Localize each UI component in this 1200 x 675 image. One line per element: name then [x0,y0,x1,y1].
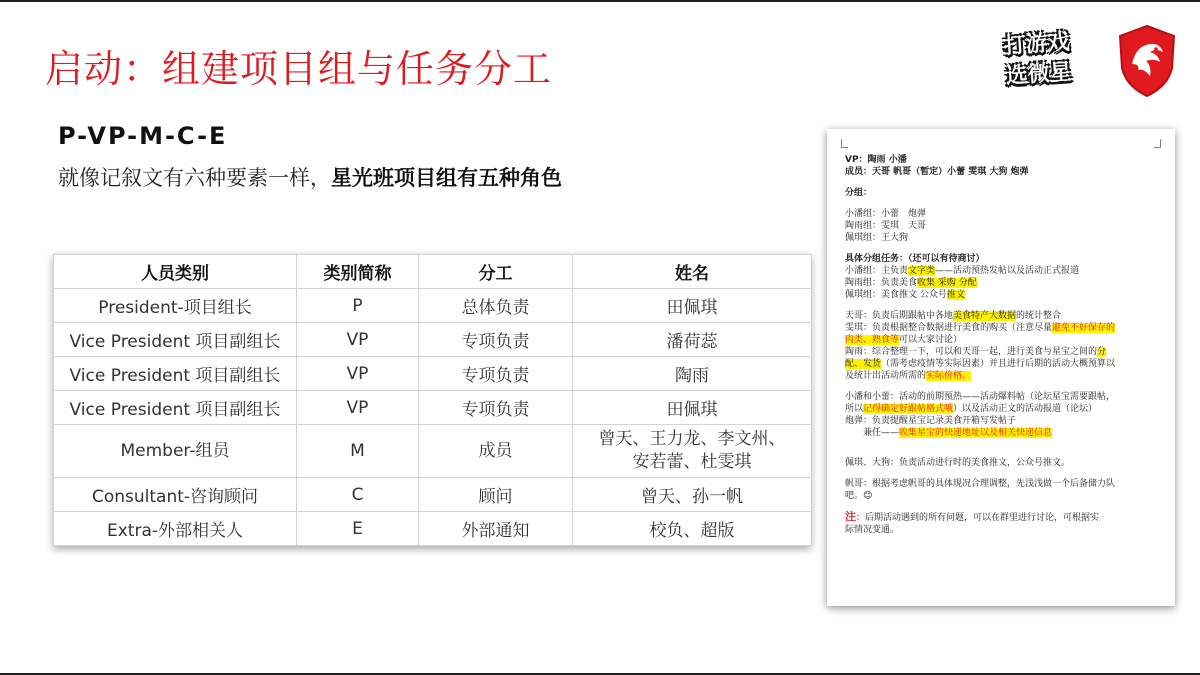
doc-text: 雯琪：负责根据整合数据进行美食的购买（注意尽量 [845,323,1053,333]
cell-abbrev: C [297,478,419,512]
table-row [54,289,812,323]
doc-line [845,403,1161,415]
table-header-row [54,255,812,289]
doc-line: 具体分组任务：（还可以有待商讨） [845,254,985,264]
cell-role-type: Member-组员 [54,425,297,478]
cell-names: 潘荷蕊 [573,323,812,357]
doc-text: （需考虑疫情等实际因素）并且进行后期的活动大概预算以 [881,359,1116,369]
doc-text: 陶雨：综合整理一下，可以和天哥一起，进行美食与星宝之间的 [845,347,1098,357]
doc-highlight: 推文 [946,290,965,300]
note-mark: 注 [845,511,856,523]
header-abbrev: 类别简称 [297,255,419,289]
cell-division: 专项负责 [419,357,573,391]
table-row [54,478,812,512]
doc-line: 成员：天哥 帆哥（暂定）小蕾 雯琪 大狗 炮弹 [845,167,1029,177]
doc-line: 陶雨组：雯琪 天哥 [845,221,927,231]
doc-line [845,277,1161,289]
doc-line [845,358,1161,370]
doc-line: 佩琪组：王大狗 [845,233,909,243]
cell-role-type: Vice President 项目副组长 [54,391,297,425]
doc-highlight: 肉类、熟食等 [845,335,900,345]
cell-abbrev: P [297,289,419,323]
doc-line [845,511,1161,524]
doc-text: 陶雨组：负责美食 [845,278,918,288]
doc-highlight: 避免不好保存的 [1052,323,1116,333]
doc-text: 可以大家讨论） [899,335,963,345]
page-corner-mark [1154,139,1161,148]
doc-highlight: 配、发货 [845,359,882,369]
cell-division: 成员 [419,425,573,478]
cell-role-type: Consultant-咨询顾问 [54,478,297,512]
slide-title: 启动：组建项目组与任务分工 [45,47,553,91]
doc-text: 兼任—— [845,428,900,438]
cell-division: 顾问 [419,478,573,512]
slogan-line-1: 打游戏 [1002,29,1071,60]
cell-names: 曾天、王力龙、李文州、 安若蕾、杜雯琪 [573,425,812,478]
document-text [845,154,1161,536]
cell-names: 陶雨 [573,357,812,391]
doc-text: 佩琪组：美食推文 公众号 [845,290,947,300]
doc-text: 小潘组：主负责 [845,266,909,276]
cell-division: 专项负责 [419,391,573,425]
doc-highlight: 分 [1097,347,1107,357]
doc-highlight: 美食特产大数据 [953,311,1017,321]
cell-abbrev: VP [297,323,419,357]
task-document-screenshot [827,129,1175,606]
page-corner-mark [841,139,848,148]
doc-line [845,427,1161,439]
desc-normal: 就像记叙文有六种要素一样， [58,166,331,190]
table-row [54,357,812,391]
doc-line: 吧。😊 [845,491,873,501]
cell-names: 曾天、孙一帆 [573,478,812,512]
doc-line [845,322,1161,334]
cell-abbrev: E [297,512,419,546]
doc-text: 天哥：负责后期跟帖中各地 [845,311,954,321]
doc-line [845,289,1161,301]
doc-line: 小潘组：小蕾 炮弹 [845,209,927,219]
table-row [54,323,812,357]
doc-highlight: 记得确定好跟帖格式哦 [863,404,954,414]
header-division: 分工 [419,255,573,289]
cell-division: 专项负责 [419,323,573,357]
doc-text: 的统计整合 [1016,311,1062,321]
table-row [54,391,812,425]
doc-highlight: 文字类 [908,266,936,276]
msi-dragon-shield-icon [1116,24,1178,98]
doc-line: 帆哥：根据考虑帆哥的具体现况合理调整，先浅浅做一个后备储力队 [845,479,1116,489]
doc-text: ——活动预热发帖以及活动正式报道 [935,266,1080,276]
role-acronym-heading: P-VP-M-C-E [58,122,228,150]
doc-line: 佩琪、大狗：负责活动进行时的美食推文，公众号推文。 [845,458,1071,468]
cell-division: 总体负责 [419,289,573,323]
doc-highlight: 收集星宝的快递地址以及相关快递信息 [899,428,1053,438]
doc-line [845,334,1161,346]
cell-role-type: Extra-外部相关人 [54,512,297,546]
header-names: 姓名 [573,255,812,289]
game-slogan-logo [980,26,1096,102]
doc-line: 小潘和小蕾：活动的前期预热——活动爆料帖（论坛星宝需要跟帖， [845,392,1116,402]
top-border [0,0,1200,2]
doc-line: VP：陶雨 小潘 [845,155,907,165]
cell-division: 外部通知 [419,512,573,546]
doc-line [845,310,1161,322]
doc-line: 际情况变通。 [845,525,900,535]
slogan-line-2: 选微星 [1004,59,1073,90]
roles-table-container [53,254,811,546]
doc-highlight: 收集 采购 分配 [917,278,977,288]
cell-role-type: Vice President 项目副组长 [54,357,297,391]
doc-line [845,370,1161,382]
doc-text: ：后期活动遇到的所有问题，可以在群里进行讨论，可根据实 [856,513,1100,523]
cell-abbrev: VP [297,357,419,391]
doc-highlight: 实际价格。 [926,371,972,381]
doc-text: ）以及活动正文的活动报道（论坛） [953,404,1098,414]
doc-text: 所以 [845,404,864,414]
cell-role-type: President-项目组长 [54,289,297,323]
cell-role-type: Vice President 项目副组长 [54,323,297,357]
header-role-type: 人员类别 [54,255,297,289]
cell-names: 田佩琪 [573,289,812,323]
cell-abbrev: VP [297,391,419,425]
table-row [54,512,812,546]
cell-names: 田佩琪 [573,391,812,425]
doc-line [845,346,1161,358]
doc-line [845,265,1161,277]
doc-line: 炮弹：负责提醒星宝记录美食开箱写发帖子 [845,416,1017,426]
doc-text: 及统计出活动所需的 [845,371,927,381]
role-description [58,162,562,192]
cell-abbrev: M [297,425,419,478]
table-row [54,425,812,478]
desc-bold: 星光班项目组有五种角色 [331,166,562,190]
cell-names: 校负、超版 [573,512,812,546]
roles-table [53,254,812,546]
doc-line: 分组： [845,188,873,198]
